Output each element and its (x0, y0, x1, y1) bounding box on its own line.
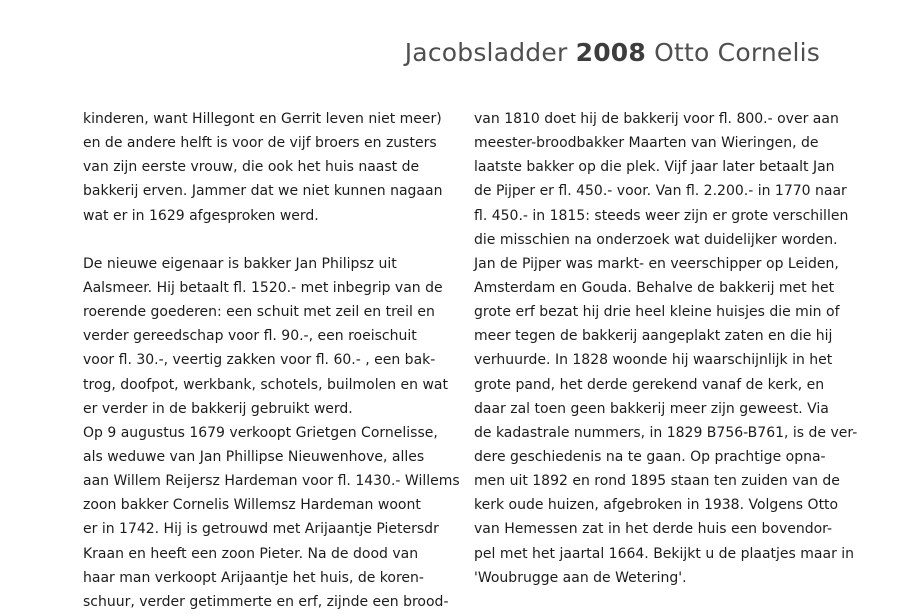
text-line: trog, doofpot, werkbank, schotels, builmolen en wat (83, 376, 448, 393)
text-line: kerk oude huizen, afgebroken in 1938. Volgens Otto (474, 497, 839, 514)
text-line: als weduwe van Jan Phillipse Nieuwenhove, alles (83, 448, 425, 465)
text-line: De nieuwe eigenaar is bakker Jan Philipsz uit (83, 255, 397, 272)
text-line: daar zal toen geen bakkerij meer zijn geweest. Via (474, 400, 829, 417)
text-line: Op 9 augustus 1679 verkoopt Grietgen Cornelisse, (83, 424, 438, 441)
text-line: Kraan en heeft een zoon Pieter. Na de dood van (83, 545, 419, 562)
text-line: dere geschiedenis na te gaan. Op prachtige opna- (474, 448, 826, 465)
text-line: zoon bakker Cornelis Willemsz Hardeman woont (83, 497, 421, 514)
text-line: van Hemessen zat in het derde huis een bovendor- (474, 521, 833, 538)
text-line: verder gereedschap voor fl. 90.-, een roeischuit (83, 328, 417, 345)
left-text-column (83, 107, 460, 614)
text-line: voor fl. 30.-, veertig zakken voor fl. 60.- , een bak- (83, 352, 436, 369)
right-text-column (474, 107, 858, 590)
text-line: schuur, verder getimmerte en erf, zijnde een brood- (83, 593, 449, 610)
text-line: roerende goederen: een schuit met zeil en treil en (83, 304, 435, 321)
text-line: wat er in 1629 afgesproken werd. (83, 207, 319, 224)
text-line: fl. 450.- in 1815: steeds weer zijn er grote verschillen (474, 207, 849, 224)
text-line: laatste bakker op die plek. Vijf jaar later betaalt Jan (474, 159, 835, 176)
text-line: en de andere helft is voor de vijf broers en zusters (83, 135, 437, 152)
text-line: grote pand, het derde gerekend vanaf de kerk, en (474, 376, 825, 393)
text-line: die misschien na onderzoek wat duidelijker worden. (474, 231, 838, 248)
text-line: er verder in de bakkerij gebruikt werd. (83, 400, 353, 417)
text-line: meester-broodbakker Maarten van Wieringen, de (474, 135, 819, 152)
text-line: grote erf bezat hij drie heel kleine huisjes die min of (474, 304, 840, 321)
header-title: Jacobsladder (404, 38, 568, 67)
text-line: de kadastrale nummers, in 1829 B756-B761, is de ver- (474, 424, 858, 441)
text-line: Amsterdam en Gouda. Behalve de bakkerij met het (474, 279, 835, 296)
header-author: Otto Cornelis (654, 38, 820, 67)
text-line: de Pijper er fl. 450.- voor. Van fl. 2.200.- in 1770 naar (474, 183, 847, 200)
text-line: van 1810 doet hij de bakkerij voor fl. 800.- over aan (474, 111, 839, 127)
text-line: meer tegen de bakkerij aangeplakt zaten en die hij (474, 328, 833, 345)
text-line: kinderen, want Hillegont en Gerrit leven niet meer) (83, 111, 442, 127)
text-line: verhuurde. In 1828 woonde hij waarschijnlijk in het (474, 352, 833, 369)
text-line: aan Willem Reijersz Hardeman voor fl. 1430.- Willems (83, 473, 460, 490)
text-line: er in 1742. Hij is getrouwd met Arijaantje Pietersdr (83, 521, 439, 538)
text-line (83, 228, 443, 252)
text-line: 'Woubrugge aan de Wetering'. (474, 569, 687, 586)
text-line: men uit 1892 en rond 1895 staan ten zuiden van de (474, 473, 840, 490)
text-line: van zijn eerste vrouw, die ook het huis naast de (83, 159, 420, 176)
text-line: pel met het jaartal 1664. Bekijkt u de plaatjes maar in (474, 545, 855, 562)
header-year: 2008 (575, 38, 646, 67)
page-header (405, 38, 820, 67)
text-line: Aalsmeer. Hij betaalt fl. 1520.- met inbegrip van de (83, 279, 443, 296)
text-line: haar man verkoopt Arijaantje het huis, de koren- (83, 569, 424, 586)
text-line: bakkerij erven. Jammer dat we niet kunnen nagaan (83, 183, 443, 200)
text-line: Jan de Pijper was markt- en veerschipper op Leiden, (474, 255, 839, 272)
